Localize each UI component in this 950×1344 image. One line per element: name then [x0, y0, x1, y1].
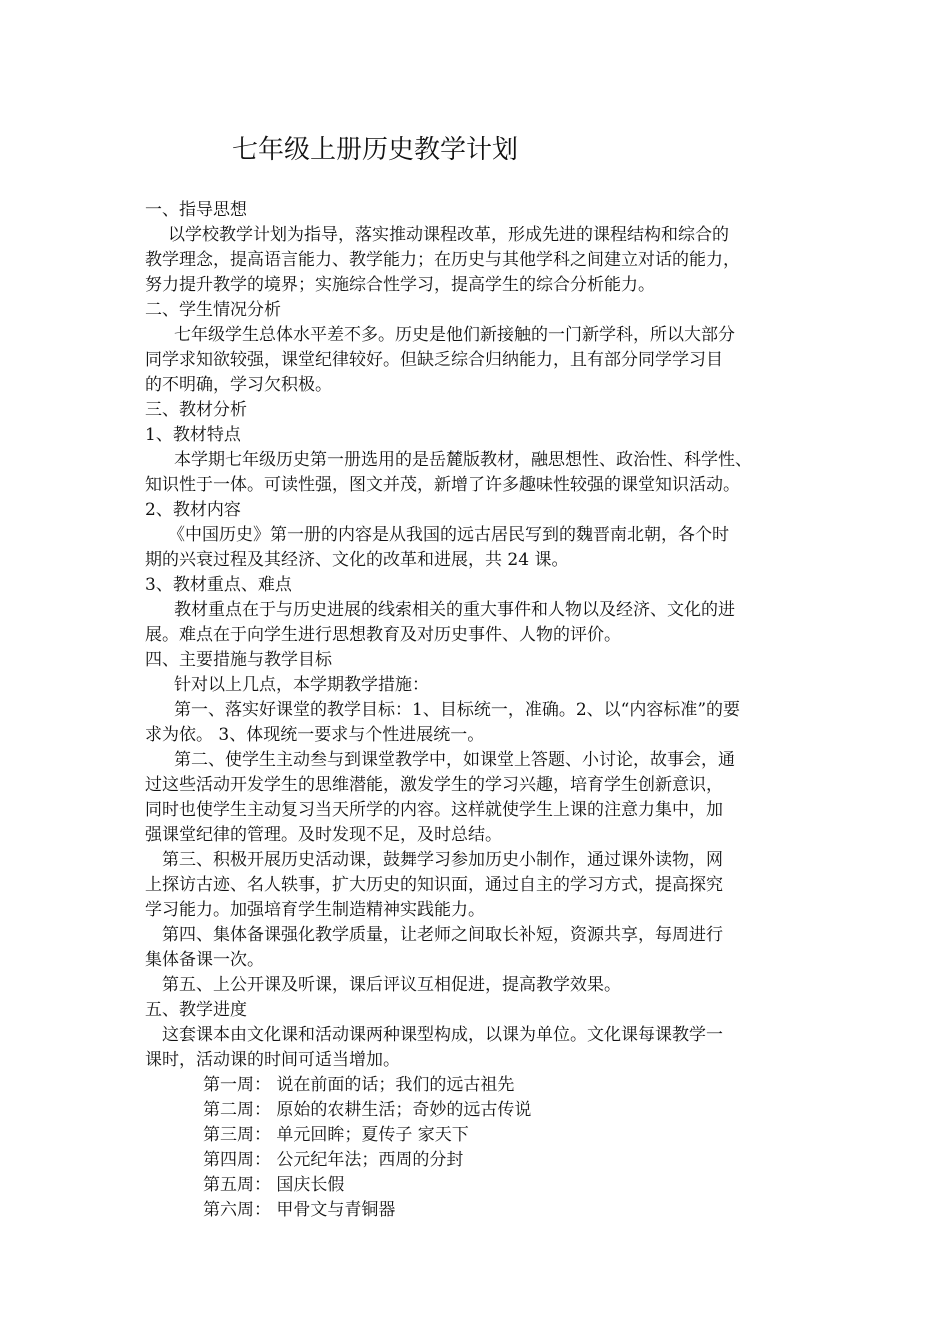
paragraph-line: 期的兴衰过程及其经济、文化的改革和进展，共 24 课。 — [145, 550, 569, 570]
paragraph-line: 上探访古迹、名人轶事，扩大历史的知识面，通过自主的学习方式，提高探究 — [145, 875, 723, 895]
subsection-heading: 1、教材特点 — [145, 425, 241, 445]
section-heading: 四、主要措施与教学目标 — [145, 650, 332, 670]
section-heading: 三、教材分析 — [145, 400, 247, 420]
paragraph-line: 第五、上公开课及听课，课后评议互相促进，提高教学效果。 — [162, 975, 621, 995]
paragraph-line: 针对以上几点，本学期教学措施： — [174, 675, 429, 695]
paragraph-line: 集体备课一次。 — [145, 950, 264, 970]
paragraph-line: 本学期七年级历史第一册选用的是岳麓版教材，融思想性、政治性、科学性、 — [174, 450, 752, 470]
paragraph-line: 努力提升教学的境界；实施综合性学习，提高学生的综合分析能力。 — [145, 275, 655, 295]
paragraph-line: 强课堂纪律的管理。及时发现不足，及时总结。 — [145, 825, 502, 845]
paragraph-line: 展。难点在于向学生进行思想教育及对历史事件、人物的评价。 — [145, 625, 621, 645]
section-heading: 一、指导思想 — [145, 200, 247, 220]
schedule-row: 第三周： 单元回眸；夏传子 家天下 — [203, 1125, 469, 1145]
schedule-row: 第五周： 国庆长假 — [203, 1175, 345, 1195]
paragraph-line: 课时，活动课的时间可适当增加。 — [145, 1050, 400, 1070]
paragraph-line: 第一、落实好课堂的教学目标：1、目标统一，准确。2、以“内容标准”的要 — [174, 700, 741, 720]
paragraph-line: 以学校教学计划为指导，落实推动课程改革，形成先进的课程结构和综合的 — [168, 225, 729, 245]
subsection-heading: 2、教材内容 — [145, 500, 241, 520]
paragraph-line: 的不明确，学习欠积极。 — [145, 375, 332, 395]
paragraph-line: 同学求知欲较强，课堂纪律较好。但缺乏综合归纳能力，且有部分同学学习目 — [145, 350, 723, 370]
paragraph-line: 《中国历史》第一册的内容是从我国的远古居民写到的魏晋南北朝，各个时 — [168, 525, 729, 545]
schedule-row: 第四周： 公元纪年法；西周的分封 — [203, 1150, 464, 1170]
schedule-row: 第一周： 说在前面的话；我们的远古祖先 — [203, 1075, 515, 1095]
paragraph-line: 七年级学生总体水平差不多。历史是他们新接触的一门新学科，所以大部分 — [174, 325, 735, 345]
schedule-row: 第六周： 甲骨文与青铜器 — [203, 1200, 396, 1220]
paragraph-line: 这套课本由文化课和活动课两种课型构成，以课为单位。文化课每课教学一 — [162, 1025, 723, 1045]
paragraph-line: 学习能力。加强培育学生制造精神实践能力。 — [145, 900, 485, 920]
schedule-row: 第二周： 原始的农耕生活；奇妙的远古传说 — [203, 1100, 532, 1120]
paragraph-line: 第三、积极开展历史活动课，鼓舞学习参加历史小制作，通过课外读物，网 — [162, 850, 723, 870]
section-heading: 二、学生情况分析 — [145, 300, 281, 320]
paragraph-line: 第二、使学生主动叁与到课堂教学中，如课堂上答题、小讨论，故事会，通 — [174, 750, 735, 770]
paragraph-line: 知识性于一体。可读性强，图文并茂，新增了许多趣味性较强的课堂知识活动。 — [145, 475, 740, 495]
document-title: 七年级上册历史教学计划 — [232, 135, 519, 165]
section-heading: 五、教学进度 — [145, 1000, 247, 1020]
paragraph-line: 同时也使学生主动复习当天所学的内容。这样就使学生上课的注意力集中，加 — [145, 800, 723, 820]
paragraph-line: 第四、集体备课强化教学质量，让老师之间取长补短，资源共享，每周进行 — [162, 925, 723, 945]
paragraph-line: 教学理念，提高语言能力、教学能力；在历史与其他学科之间建立对话的能力， — [145, 250, 740, 270]
paragraph-line: 过这些活动开发学生的思维潜能，激发学生的学习兴趣，培育学生创新意识， — [145, 775, 723, 795]
subsection-heading: 3、教材重点、难点 — [145, 575, 292, 595]
paragraph-line: 教材重点在于与历史进展的线索相关的重大事件和人物以及经济、文化的进 — [174, 600, 735, 620]
paragraph-line: 求为依。 3、体现统一要求与个性进展统一。 — [145, 725, 485, 745]
